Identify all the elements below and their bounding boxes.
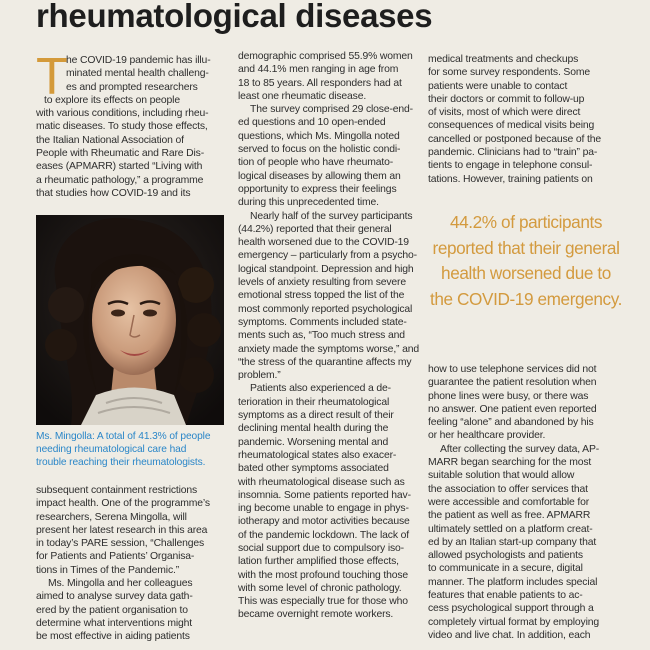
text-line: Nearly half of the survey participants xyxy=(250,210,413,222)
text-line: of visits, most of which were direct xyxy=(428,107,581,119)
text-line: declining mental health during the xyxy=(238,423,389,435)
text-line: tients to engage in telephone consul- xyxy=(428,160,593,172)
text-line: least one rheumatic disease. xyxy=(238,90,367,102)
pull-quote xyxy=(428,210,624,312)
text-line: ed by an Italian start-up company that xyxy=(428,536,597,548)
text-line: aimed to analyse survey data gath- xyxy=(36,591,193,603)
text-line: rheumatological states also exacer- xyxy=(238,449,397,461)
drop-cap: T xyxy=(36,48,68,106)
text-line: no answer. One patient even reported xyxy=(428,403,597,415)
text-line: health worsened due to the COVID-19 xyxy=(238,237,409,249)
text-line: pandemic. Clinicians had to “train” pa- xyxy=(428,147,598,159)
text-line: tions in Times of the Pandemic.” xyxy=(36,564,180,576)
text-line: symptoms. Comments included state- xyxy=(238,316,407,328)
text-line: consequences of medical visits being xyxy=(428,120,595,132)
text-line: impact health. One of the programme’s xyxy=(36,498,210,510)
text-line: determine what interventions might xyxy=(36,617,193,629)
text-line: ultimately settled on a platform creat- xyxy=(428,523,593,535)
text-line: MARR began searching for the most xyxy=(428,457,592,469)
text-line: most commonly reported psychological xyxy=(238,303,413,315)
text-line: opportunity to express their feelings xyxy=(238,183,397,195)
text-line: phone lines were busy, or there was xyxy=(428,390,589,402)
text-line: social support due to compulsory iso- xyxy=(238,542,404,554)
text-line: Ms. Mingolla and her colleagues xyxy=(48,578,193,590)
text-line: cancelled or postponed because of the xyxy=(428,133,601,145)
column-3-top xyxy=(428,53,624,186)
text-line: insomnia. Some patients reported hav- xyxy=(238,489,411,501)
text-line: symptoms as a direct result of their xyxy=(238,410,394,422)
text-line: present her latest research in this area xyxy=(36,524,208,536)
text-line: logical diseases by allowing them an xyxy=(238,170,401,182)
text-line: with the most profound touching those xyxy=(238,569,409,581)
text-line: completely virtual format by employing xyxy=(428,616,600,628)
text-line: emotional stress topped the list of the xyxy=(238,290,405,302)
text-line: the patient as well as free. APMARR xyxy=(428,510,591,522)
text-line: to communicate in a secure, digital xyxy=(428,563,583,575)
text-line: After collecting the survey data, AP- xyxy=(440,443,600,455)
text-line: lation further amplified those effects, xyxy=(238,556,399,568)
text-line: were accessible and comfortable for xyxy=(428,496,590,508)
text-line: the Italian National Association of xyxy=(36,134,184,146)
text-line: levels of anxiety resulting from severe xyxy=(238,277,406,289)
text-line: (44.2%) reported that their general xyxy=(238,223,392,235)
text-line: People with Rheumatic and Rare Dis- xyxy=(36,148,205,160)
text-line: The survey comprised 29 close-end- xyxy=(250,104,413,116)
text-line: 18 to 85 years. All responders had at xyxy=(238,77,402,89)
pull-quote-line: the COVID-19 emergency. xyxy=(429,288,623,309)
text-line: emergency – particularly from a psycho- xyxy=(238,250,417,262)
text-line: he COVID-19 pandemic has illu- xyxy=(66,55,211,66)
text-line: questions, which Ms. Mingolla noted xyxy=(238,130,400,142)
text-line: allowed psychologists and patients xyxy=(428,550,583,562)
text-line: subsequent containment restrictions xyxy=(36,485,198,496)
text-line: how to use telephone services did not xyxy=(428,364,597,375)
text-line: suitable solution that would allow xyxy=(428,470,575,482)
text-line: for some survey respondents. Some xyxy=(428,67,590,79)
text-line: minated mental health challeng- xyxy=(66,68,209,80)
text-line: features that enable patients to ac- xyxy=(428,590,583,602)
text-line: This was especially true for those who xyxy=(238,596,408,608)
text-line: ments such as, “Too much stress and xyxy=(238,330,405,342)
text-line: of the pandemic lockdown. The lack of xyxy=(238,529,409,541)
text-line: cess psychological support through a xyxy=(428,603,594,615)
caption-line: needing rheumatological care had xyxy=(36,444,187,455)
text-line: served to focus on the holistic condi- xyxy=(238,144,401,156)
portrait-image xyxy=(36,215,224,425)
caption-line: trouble reaching their rheumatologists. xyxy=(36,457,206,468)
text-line: logical standpoint. Depression and high xyxy=(238,263,414,275)
text-line: ed questions and 10 open-ended xyxy=(238,117,386,129)
text-line: tations. However, training patients on xyxy=(428,173,593,185)
text-line: anxiety made the symptoms worse,” and xyxy=(238,343,419,355)
caption-line: Ms. Mingolla: A total of 41.3% of people xyxy=(36,431,211,442)
text-line: a rheumatic pathology,” a programme xyxy=(36,174,204,186)
pull-quote-line: health worsened due to xyxy=(441,263,611,283)
text-line: and 44.1% men ranging in age from xyxy=(238,64,399,76)
text-line: to explore its effects on people xyxy=(44,94,180,106)
text-line: ered by the patient organisation to xyxy=(36,604,188,616)
article-headline: rheumatological diseases xyxy=(36,0,433,34)
text-line: the association to offer services that xyxy=(428,483,588,495)
text-line: for Patients and Patients’ Organisa- xyxy=(36,551,195,563)
text-line: eases (APMARR) started “Living with xyxy=(36,161,203,173)
text-line: with rheumatological disease such as xyxy=(238,476,405,488)
column-1-top xyxy=(36,48,232,200)
text-line: bated other symptoms associated xyxy=(238,463,389,475)
text-line: that studies how COVID-19 and its xyxy=(36,187,191,199)
text-line: in today’s PARE session, “Challenges xyxy=(36,538,205,550)
text-line: their doctors or commit to follow-up xyxy=(428,93,585,105)
text-line: with some level of chronic pathology. xyxy=(238,582,402,594)
text-line: es and prompted researchers xyxy=(66,81,198,93)
pull-quote-line: reported that their general xyxy=(432,237,620,258)
pull-quote-line: 44.2% of participants xyxy=(449,212,603,232)
column-1-bottom xyxy=(36,484,232,644)
text-line: patients were unable to contact xyxy=(428,80,568,92)
text-line: be most effective in aiding patients xyxy=(36,631,190,643)
text-line: guarantee the patient resolution when xyxy=(428,377,597,389)
text-line: feeling “alone” and abandoned by his xyxy=(428,417,594,429)
text-line: problem.” xyxy=(238,370,281,382)
text-line: or her healthcare provider. xyxy=(428,430,546,442)
text-line: during this unprecedented time. xyxy=(238,197,379,209)
text-line: with various conditions, including rheu- xyxy=(36,108,209,120)
column-3-bottom xyxy=(428,363,624,642)
photo-caption xyxy=(36,430,232,469)
portrait-photo xyxy=(36,215,224,425)
text-line: researchers, Serena Mingolla, will xyxy=(36,511,187,523)
text-line: terioration in their rheumatological xyxy=(238,396,390,408)
text-line: matic diseases. To study those effects, xyxy=(36,121,208,133)
text-line: video and live chat. In addition, each xyxy=(428,629,591,641)
text-line: medical treatments and checkups xyxy=(428,54,579,65)
text-line: ing become unable to engage in phys- xyxy=(238,503,409,515)
text-line: tion of people who have rheumato- xyxy=(238,157,394,169)
text-line: “the stress of the quarantine affects my xyxy=(238,356,412,368)
column-2 xyxy=(238,50,434,622)
text-line: manner. The platform includes special xyxy=(428,576,598,588)
text-line: iotherapy and motor activities because xyxy=(238,516,410,528)
text-line: demographic comprised 55.9% women xyxy=(238,51,413,62)
text-line: pandemic. Worsening mental and xyxy=(238,436,389,448)
text-line: Patients also experienced a de- xyxy=(250,383,391,395)
text-line: became overnight remote workers. xyxy=(238,609,394,621)
